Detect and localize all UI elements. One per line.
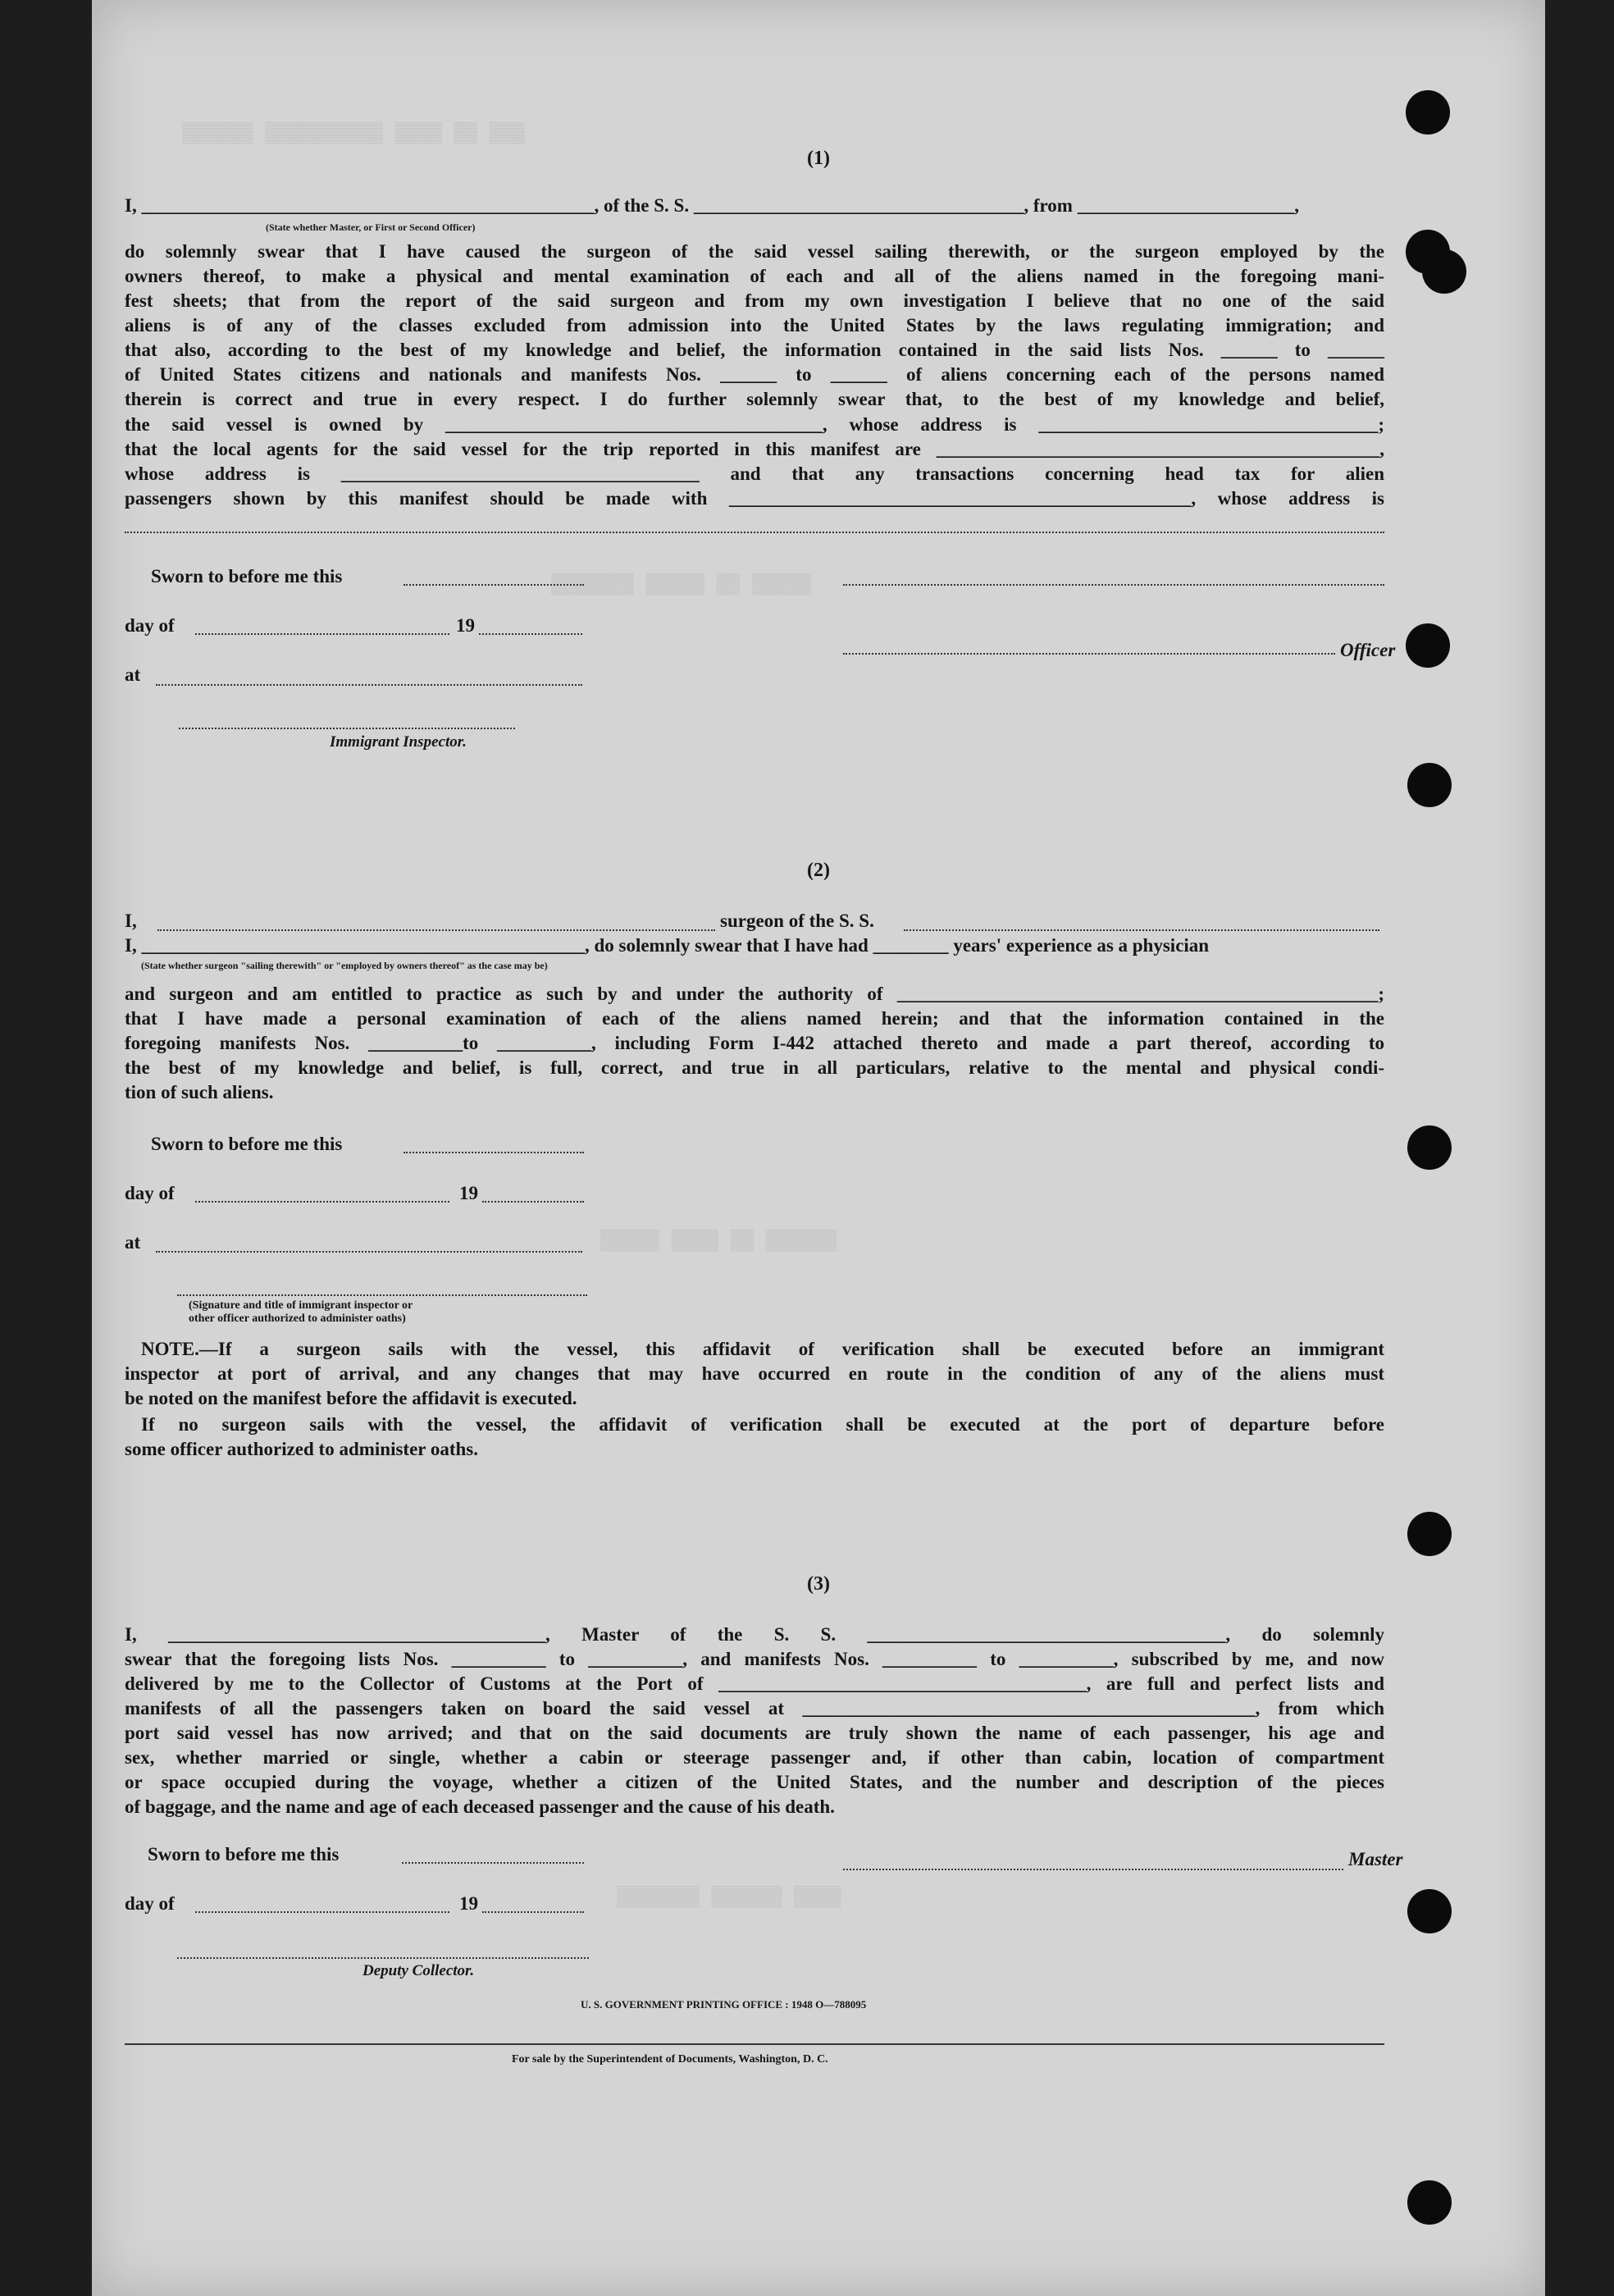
- section-3-collector-line: [177, 1957, 589, 1959]
- section-2-at-label: at: [125, 1232, 141, 1253]
- manifest-page: [92, 0, 1545, 2296]
- section-1-at-label: at: [125, 664, 141, 685]
- section-1-paragraph-line: the said vessel is owned by ________________________________________, whose address is ____________________________________;: [125, 414, 1384, 435]
- section-1-number: (1): [807, 148, 830, 169]
- section-1-day-label: day of: [125, 615, 175, 636]
- section-1-caption: (State whether Master, or First or Second Officer): [266, 221, 476, 233]
- bleed-through-mark: ▒▒▒ ▒▒ ▒▒▒▒ ▒▒▒▒▒▒▒▒▒▒ ▒▒▒▒▒▒: [182, 123, 525, 145]
- section-1-paragraph-line: therein is correct and true in every respect. I do further solemnly swear that, to the best of my knowledge and belief,: [125, 389, 1384, 409]
- section-2-paragraph-line: and surgeon and am entitled to practice as such by and under the authority of ___________________________________________________;: [125, 984, 1384, 1004]
- section-2-paragraph-line: the best of my knowledge and belief, is full, correct, and true in all particulars, relative to the mental and physical condi-: [125, 1057, 1384, 1078]
- section-1-paragraph-line: fest sheets; that from the report of the said surgeon and from my own investigation I believe that no one of the said: [125, 290, 1384, 311]
- section-2-paragraph-line: tion of such aliens.: [125, 1082, 274, 1102]
- bleed-through-mark: ▒▒▒▒▒ ▒▒ ▒▒▒▒▒ ▒▒▒▒▒▒▒: [551, 574, 811, 596]
- section-1-officer-sign-line: [843, 584, 1384, 586]
- section-3-day-line: [195, 1911, 449, 1913]
- binder-hole: [1422, 249, 1466, 294]
- section-3-signer-caption: Deputy Collector.: [362, 1962, 475, 1979]
- section-1-signer-caption: Immigrant Inspector.: [330, 733, 467, 751]
- section-2-signer-caption-line: other officer authorized to administer oaths): [189, 1312, 406, 1325]
- section-2-name-line: [157, 929, 715, 931]
- section-2-year: 19: [459, 1183, 478, 1203]
- binder-hole: [1407, 1512, 1452, 1556]
- section-1-address-line: [125, 532, 1384, 533]
- section-2-day-label: day of: [125, 1183, 175, 1203]
- section-1-sworn-label: Sworn to before me this: [151, 566, 343, 587]
- section-2-paragraph-line: that I have made a personal examination of each of the aliens named herein; and that the information contained in the: [125, 1008, 1384, 1029]
- section-3-day-label: day of: [125, 1893, 175, 1914]
- section-2-inspector-line: [177, 1294, 587, 1296]
- section-3-sworn-label: Sworn to before me this: [148, 1844, 340, 1865]
- section-3-paragraph-line: port said vessel has now arrived; and that on the said documents are truly shown the name of each passenger, his age and: [125, 1723, 1384, 1743]
- section-2-surgeon-of: surgeon of the S. S.: [720, 911, 874, 931]
- section-3-paragraph-line: delivered by me to the Collector of Customs at the Port of _______________________________________, are full and perfect lists and: [125, 1673, 1384, 1694]
- section-1-paragraph-line: that also, according to the best of my knowledge and belief, the information contained in the said lists Nos. ______ to ______: [125, 340, 1384, 360]
- section-1-paragraph-line: that the local agents for the said vessel for the trip reported in this manifest are _______________________________________________,: [125, 439, 1384, 459]
- section-1-year-line: [479, 633, 582, 635]
- section-3-paragraph-line: of baggage, and the name and age of each deceased passenger and the cause of his death.: [125, 1796, 835, 1817]
- section-2-sworn-label: Sworn to before me this: [151, 1134, 343, 1154]
- binder-hole: [1407, 1125, 1452, 1170]
- section-1-inspector-line: [179, 728, 515, 729]
- section-1-officer-line: [843, 653, 1335, 655]
- section-3-master-line: [843, 1869, 1343, 1870]
- section-2-vessel-line: [904, 929, 1379, 931]
- footer-rule: [125, 2043, 1384, 2045]
- note-line: some officer authorized to administer oaths.: [125, 1439, 478, 1459]
- section-2-year-line: [482, 1201, 584, 1203]
- binder-hole: [1406, 90, 1450, 135]
- binder-hole: [1406, 623, 1450, 668]
- note-line: be noted on the manifest before the affidavit is executed.: [125, 1388, 577, 1408]
- section-1-line-1: I, ________________________________________________, of the S. S. ___________________________________, from _______________________,: [125, 195, 1299, 216]
- for-sale-imprint: For sale by the Superintendent of Documents, Washington, D. C.: [512, 2053, 828, 2065]
- section-2-i: I,: [125, 911, 137, 931]
- section-2-paragraph-line: foregoing manifests Nos. __________to __________, including Form I-442 attached thereto and made a part thereof, according to: [125, 1033, 1384, 1053]
- section-3-paragraph-line: or space occupied during the voyage, whether a citizen of the United States, and the number and description of the pieces: [125, 1772, 1384, 1792]
- section-1-officer-label: Officer: [1340, 640, 1396, 660]
- section-3-sworn-line: [402, 1862, 584, 1864]
- printing-office-imprint: U. S. GOVERNMENT PRINTING OFFICE : 1948 O—788095: [581, 1998, 867, 2011]
- section-3-paragraph-line: I, ________________________________________, Master of the S. S. ______________________________________, do solemnly: [125, 1624, 1384, 1645]
- section-2-day-line: [195, 1201, 449, 1203]
- section-3-paragraph-line: manifests of all the passengers taken on board the said vessel at ________________________________________________, from which: [125, 1698, 1384, 1719]
- section-1-sworn-line: [404, 584, 584, 586]
- section-1-paragraph-line: passengers shown by this manifest should be made with _________________________________________________, whose address is: [125, 488, 1384, 509]
- section-1-paragraph-line: whose address is ______________________________________ and that any transactions concerning head tax for alien: [125, 463, 1384, 484]
- section-2-sworn-line: [404, 1152, 584, 1153]
- section-3-year-line: [482, 1911, 584, 1913]
- section-2-line-1: I, _______________________________________________, do solemnly swear that I have had ________ years' experience as a physician: [125, 935, 1210, 956]
- section-1-paragraph-line: of United States citizens and nationals and manifests Nos. ______ to ______ of aliens concerning each of the persons named: [125, 364, 1384, 385]
- section-3-number: (3): [807, 1573, 830, 1595]
- section-1-paragraph-line: aliens is of any of the classes excluded from admission into the United States by the laws regulating immigration; and: [125, 315, 1384, 335]
- binder-hole: [1407, 763, 1452, 807]
- section-2-at-line: [156, 1251, 582, 1253]
- section-1-year: 19: [456, 615, 475, 636]
- binder-hole: [1407, 2180, 1452, 2225]
- note-line: inspector at port of arrival, and any changes that may have occurred en route in the condition of any of the aliens must: [125, 1363, 1384, 1384]
- note-line: NOTE.—If a surgeon sails with the vessel, this affidavit of verification shall be executed before an immigrant: [141, 1339, 1384, 1359]
- section-1-paragraph-line: do solemnly swear that I have caused the surgeon of the said vessel sailing therewith, or the surgeon employed by the: [125, 241, 1384, 262]
- section-3-paragraph-line: swear that the foregoing lists Nos. __________ to __________, and manifests Nos. __________ to __________, subscribed by me, and now: [125, 1649, 1384, 1669]
- section-2-number: (2): [807, 860, 830, 881]
- section-3-master-label: Master: [1348, 1849, 1403, 1869]
- bleed-through-mark: ▒▒▒▒ ▒▒▒▒▒▒ ▒▒▒▒▒▒▒: [617, 1887, 841, 1909]
- binder-hole: [1407, 1889, 1452, 1933]
- section-1-at-line: [156, 684, 582, 686]
- bleed-through-mark: ▒▒▒▒▒▒ ▒▒ ▒▒▒▒ ▒▒▒▒▒: [600, 1230, 837, 1253]
- section-2-signer-caption-line: (Signature and title of immigrant inspector or: [189, 1299, 413, 1312]
- section-3-year: 19: [459, 1893, 478, 1914]
- section-3-paragraph-line: sex, whether married or single, whether a cabin or steerage passenger and, if other than cabin, location of compartment: [125, 1747, 1384, 1768]
- note-line: If no surgeon sails with the vessel, the affidavit of verification shall be executed at the port of departure before: [141, 1414, 1384, 1435]
- section-1-paragraph-line: owners thereof, to make a physical and mental examination of each and all of the aliens named in the foregoing mani-: [125, 266, 1384, 286]
- section-1-day-line: [195, 633, 449, 635]
- section-2-caption: (State whether surgeon "sailing therewith" or "employed by owners thereof" as the case may be): [141, 960, 548, 971]
